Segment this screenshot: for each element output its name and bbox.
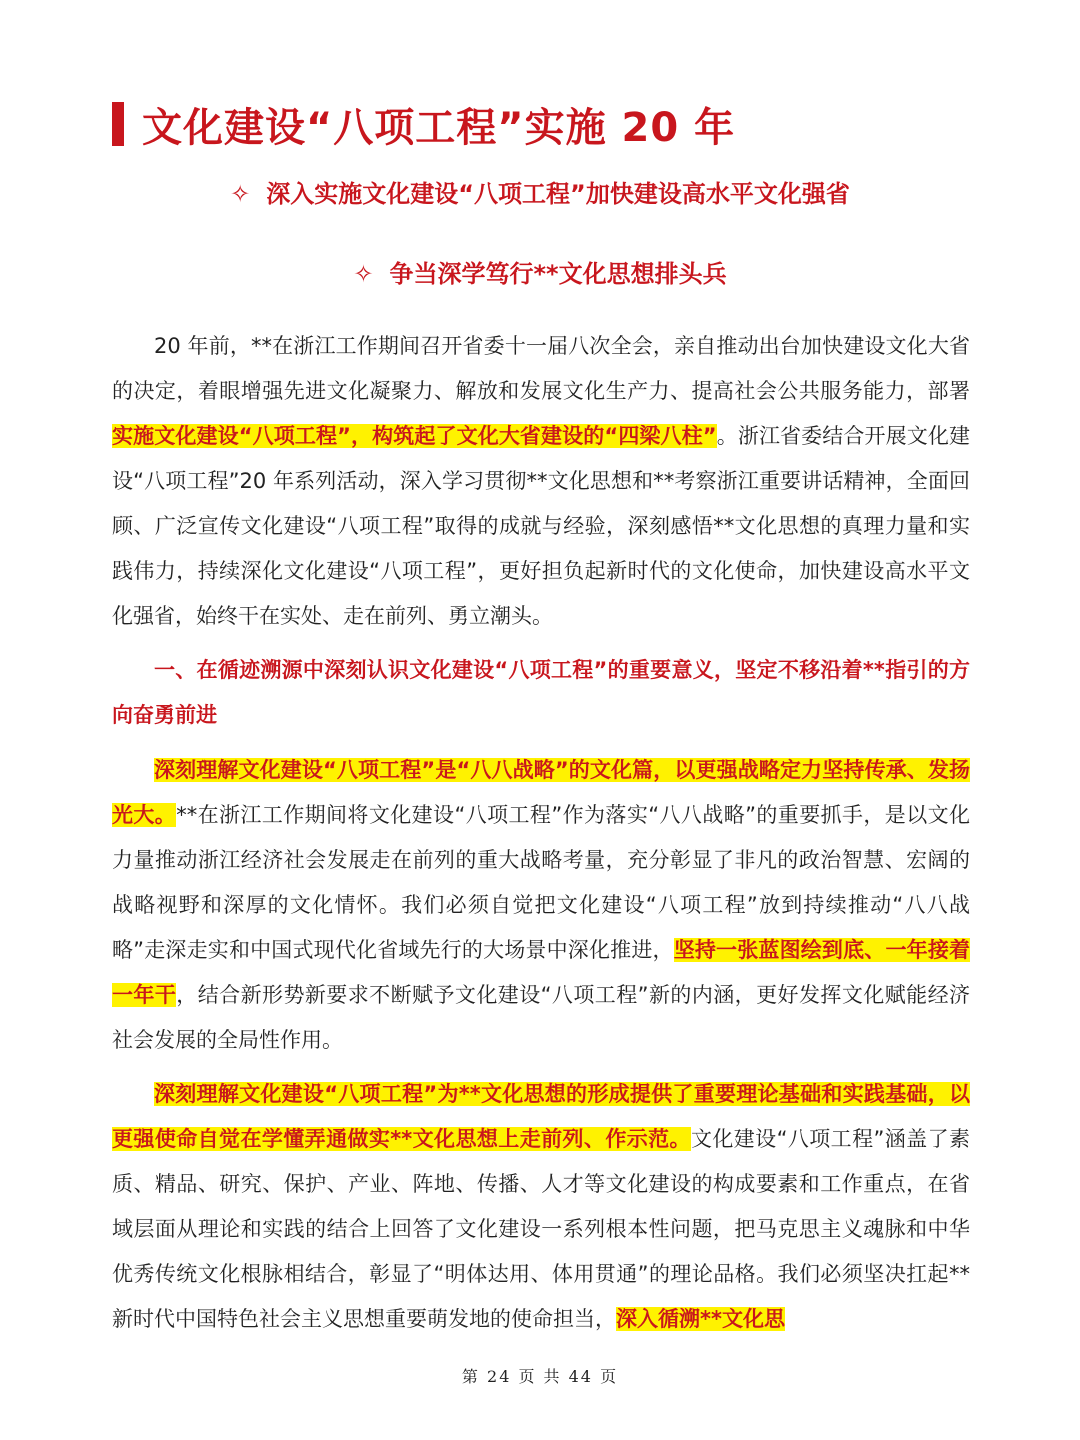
sparkle-icon: ✧ [353,260,374,288]
highlight-text: 深刻理解文化建设“八项工程”是“八八战略”的文化篇，以更强战略定力坚持传承、发扬光大。 [112,758,970,827]
highlight-text: 坚持一张蓝图绘到底、一年接着一年干 [112,938,970,1007]
paragraph-text: 20 年前，**在浙江工作期间召开省委十一届八次全会，亲自推动出台加快建设文化大省的决定，着眼增强先进文化凝聚力、解放和发展文化生产力、提高社会公共服务能力，部署 [112,334,970,403]
paragraph-text: 文化建设“八项工程”涵盖了素质、精品、研究、保护、产业、阵地、传播、人才等文化建设的构成要素和工作重点，在省域层面从理论和实践的结合上回答了文化建设一系列根本性问题，把马克思主义魂脉和中华优秀传统文化根脉相结合，彰显了“明体达用、体用贯通”的理论品格。我们必须坚决扛起**新时代中国特色社会主义思想重要萌发地的使命担当， [112,1127,970,1331]
subheading-1 [0,174,1080,209]
paragraph-2 [112,748,970,1063]
title-accent-bar [112,102,124,146]
title-block [112,96,735,152]
highlight-text: 深刻理解文化建设“八项工程”为**文化思想的形成提供了重要理论基础和实践基础，以更强使命自觉在学懂弄通做实**文化思想上走前列、作示范。 [112,1082,970,1151]
highlight-text: 深入循溯**文化思 [616,1307,785,1331]
highlight-text: 实施文化建设“八项工程”，构筑起了文化大省建设的“四梁八柱” [112,424,717,448]
subheading-2-text: 争当深学笃行**文化思想排头兵 [389,260,727,288]
section-heading-1 [112,648,970,738]
subheading-2 [0,254,1080,289]
sparkle-icon: ✧ [230,180,251,208]
paragraph-text: **在浙江工作期间将文化建设“八项工程”作为落实“八八战略”的重要抓手，是以文化力量推动浙江经济社会发展走在前列的重大战略考量，充分彰显了非凡的政治智慧、宏阔的战略视野和深厚的文化情怀。我们必须自觉把文化建设“八项工程”放到持续推动“八八战略”走深走实和中国式现代化省域先行的大场景中深化推进， [112,803,971,962]
paragraph-text: 。浙江省委结合开展文化建设“八项工程”20 年系列活动，深入学习贯彻**文化思想和**考察浙江重要讲话精神，全面回顾、广泛宣传文化建设“八项工程”取得的成就与经验，深刻感悟**文化思想的真理力量和实践伟力，持续深化文化建设“八项工程”，更好担负起新时代的文化使命，加快建设高水平文化强省，始终干在实处、走在前列、勇立潮头。 [112,424,970,628]
paragraph-intro [112,324,970,639]
page-footer: 第 24 页 共 44 页 [461,1367,619,1386]
paragraph-text: ，结合新形势新要求不断赋予文化建设“八项工程”新的内涵，更好发挥文化赋能经济社会发展的全局性作用。 [112,983,970,1052]
subheading-1-text: 深入实施文化建设“八项工程”加快建设高水平文化强省 [266,180,850,208]
paragraph-3 [112,1072,970,1342]
section-heading-text: 一、在循迹溯源中深刻认识文化建设“八项工程”的重要意义，坚定不移沿着**指引的方向奋勇前进 [112,658,970,727]
page-title: 文化建设“八项工程”实施 20 年 [142,104,736,151]
